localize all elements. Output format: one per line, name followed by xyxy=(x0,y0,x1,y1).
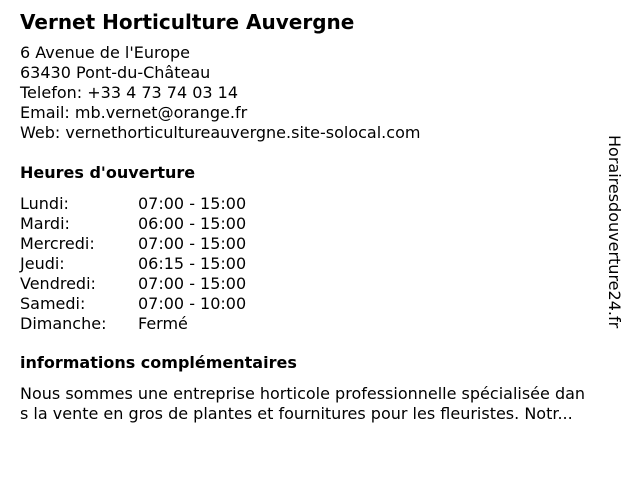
day-label: Lundi: xyxy=(20,194,69,213)
time-value: 06:00 - 15:00 xyxy=(138,214,247,233)
hours-row-saturday xyxy=(20,294,300,314)
day-label: Jeudi: xyxy=(20,254,65,273)
hours-row-thursday xyxy=(20,254,300,274)
brand-watermark: Horairesdouverture24.fr xyxy=(605,135,624,329)
day-label: Vendredi: xyxy=(20,274,96,293)
time-value: 07:00 - 15:00 xyxy=(138,194,247,213)
time-value: 07:00 - 15:00 xyxy=(138,234,247,253)
email-line[interactable]: Email: mb.vernet@orange.fr xyxy=(20,103,248,122)
business-name: Vernet Horticulture Auvergne xyxy=(20,10,355,34)
day-label: Dimanche: xyxy=(20,314,107,333)
hours-row-tuesday xyxy=(20,214,300,234)
day-label: Samedi: xyxy=(20,294,86,313)
hours-row-wednesday xyxy=(20,234,300,254)
day-label: Mercredi: xyxy=(20,234,95,253)
time-value: 06:15 - 15:00 xyxy=(138,254,247,273)
time-value: Fermé xyxy=(138,314,188,333)
time-value: 07:00 - 15:00 xyxy=(138,274,247,293)
contact-block xyxy=(20,43,420,143)
street-address: 6 Avenue de l'Europe xyxy=(20,43,190,62)
info-line: s la vente en gros de plantes et fournitures pour les fleuristes. Notr... xyxy=(20,404,573,423)
city-address: 63430 Pont-du-Château xyxy=(20,63,211,82)
web-line[interactable]: Web: vernethorticultureauvergne.site-solocal.com xyxy=(20,123,421,142)
day-label: Mardi: xyxy=(20,214,70,233)
hours-row-friday xyxy=(20,274,300,294)
hours-row-monday xyxy=(20,194,300,214)
info-description xyxy=(20,384,630,424)
info-line: Nous sommes une entreprise horticole professionnelle spécialisée dan xyxy=(20,384,586,403)
hours-heading: Heures d'ouverture xyxy=(20,163,196,182)
phone-line[interactable]: Telefon: +33 4 73 74 03 14 xyxy=(20,83,239,102)
hours-row-sunday xyxy=(20,314,300,334)
time-value: 07:00 - 10:00 xyxy=(138,294,247,313)
info-heading: informations complémentaires xyxy=(20,353,297,372)
hours-table xyxy=(20,194,300,334)
